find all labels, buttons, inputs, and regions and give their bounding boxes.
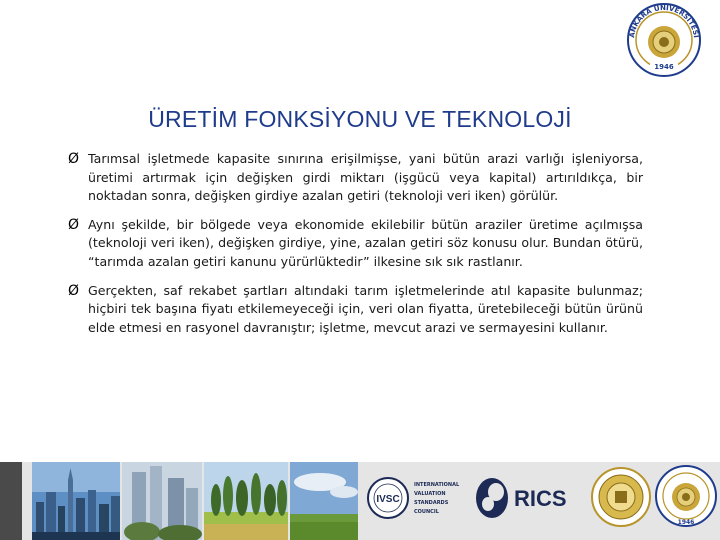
field-sky-image <box>290 462 358 540</box>
ivsc-line: STANDARDS <box>414 500 449 506</box>
arrow-bullet-icon: Ø <box>68 282 80 299</box>
bullet-item <box>68 150 643 206</box>
ivsc-line: INTERNATIONAL <box>414 482 460 488</box>
university-seal-logo <box>620 2 708 82</box>
city-skyline-image <box>32 462 120 540</box>
ivsc-line: VALUATION <box>414 491 446 497</box>
bullet-item <box>68 282 643 338</box>
university-seal-small-logo <box>654 464 718 530</box>
bullet-text: Gerçekten, saf rekabet şartları altındaki tarım işletmelerinde atıl kapasite bulunmaz; hiçbiri tek başına fiyatı etkilemeyeceği için, veri olan fiyatta, üretebileceği bütün ürünü elde etmesi en rasyonel davranıştır; işletme, mevcut arazi ve sermayesini kullanır. <box>88 282 643 335</box>
bullet-item <box>68 216 643 272</box>
towers-image <box>122 462 202 540</box>
farmland-image <box>204 462 288 540</box>
gold-seal-logo <box>590 466 652 528</box>
ivsc-line: COUNCIL <box>414 509 439 515</box>
rics-logo <box>470 470 582 526</box>
small-seal-year: 1946 <box>677 519 695 526</box>
bullet-text: Aynı şekilde, bir bölgede veya ekonomide ekilebilir bütün araziler üretime açılmışsa (teknoloji veri iken), değişken girdiye, yine, azalan getiri söz konusu olur. Bundan ötürü, “tarımda azalan getiri kanunu yürürlüktedir” ilkesine sık sık rastlanır. <box>88 216 643 269</box>
bullet-text: Tarımsal işletmede kapasite sınırına erişilmişse, yani bütün arazi varlığı işleniyorsa, üretimi artırmak için değişken girdi miktarı (işgücü veya kapital) artırıldıkça, bir noktadan sonra, değişken girdiye azalan getiri (teknoloji veri iken) görülür. <box>88 151 643 204</box>
arrow-bullet-icon: Ø <box>68 216 80 233</box>
slide-title: ÜRETİM FONKSİYONU VE TEKNOLOJİ <box>148 106 572 132</box>
footer-dark-strip <box>0 462 22 540</box>
arrow-bullet-icon: Ø <box>68 151 80 167</box>
ivsc-logo-text: IVSC <box>376 494 400 505</box>
svg-text:ANKARA ÜNİVERSİTESİ: ANKARA ÜNİVERSİTESİ <box>628 3 700 39</box>
seal-year: 1946 <box>654 63 674 71</box>
bullet-list <box>68 150 643 347</box>
ivsc-logo <box>366 468 462 528</box>
rics-logo-text: RICS <box>514 486 567 511</box>
